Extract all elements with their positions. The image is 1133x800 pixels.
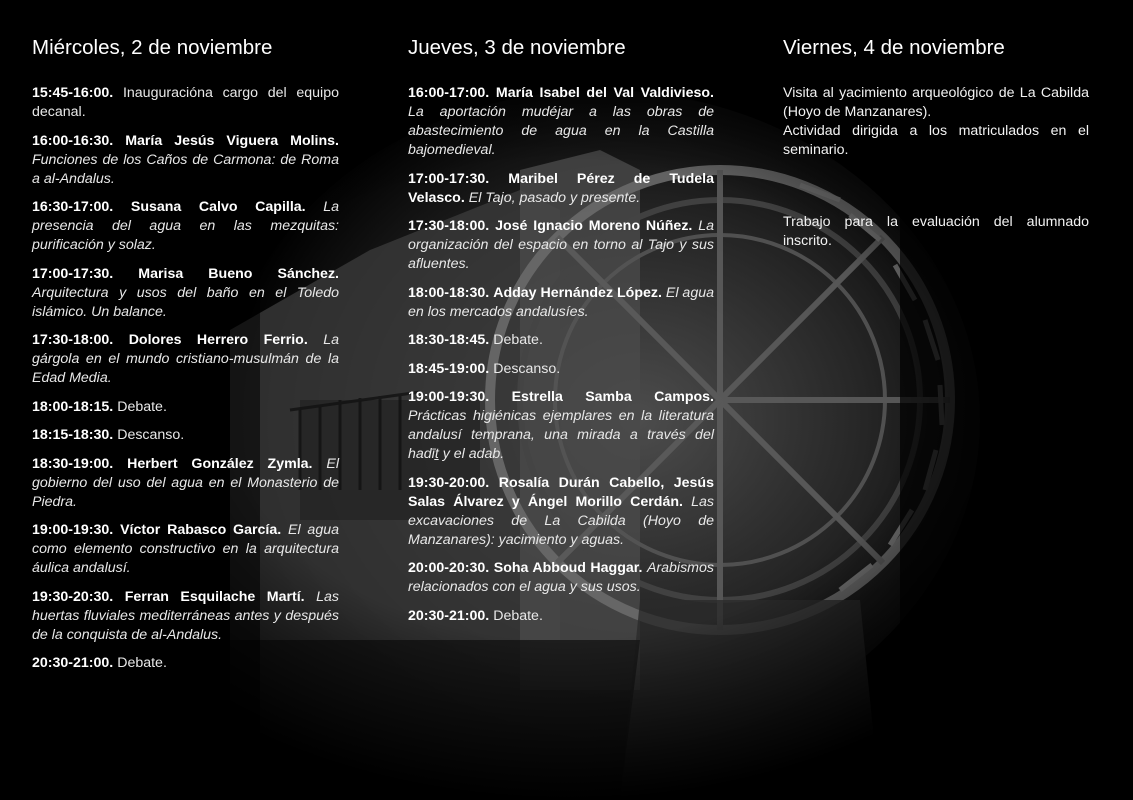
- schedule-entry: [408, 559, 714, 597]
- entry-time: 19:30-20:30.: [32, 588, 114, 605]
- schedule-entry: [408, 607, 714, 626]
- entry-title: La organización del espacio en torno al Tajo y sus afluentes.: [408, 218, 714, 272]
- entry-title: Las huertas fluviales mediterráneas antes y después de la conquista de al-Andalus.: [32, 588, 339, 643]
- entry-speaker: Ferran Esquilache Martí.: [124, 588, 305, 605]
- schedule-entry: [32, 455, 339, 512]
- entry-speaker: Víctor Rabasco García.: [120, 522, 282, 538]
- entry-speaker: María Jesús Viguera Molins.: [125, 132, 339, 149]
- schedule-entry: [32, 198, 339, 255]
- entry-title: El Tajo, pasado y presente.: [468, 189, 641, 206]
- entry-time: 16:00-17:00.: [408, 85, 490, 101]
- column-wednesday: [32, 36, 339, 683]
- entry-title: Arquitectura y usos del baño en el Toledo islámico. Un balance.: [32, 284, 339, 320]
- day-heading-thursday: Jueves, 3 de noviembre: [408, 36, 626, 59]
- schedule-entry: [32, 398, 339, 417]
- entry-title: Prácticas higiénicas ejemplares en la literatura andalusí temprana, una mirada a través del hadīṯ y el adab.: [408, 408, 714, 462]
- entry-note: Debate.: [117, 398, 167, 415]
- schedule-entry: [32, 331, 339, 388]
- column-thursday: [408, 36, 714, 635]
- entry-speaker: Maribel Pérez de Tudela Velasco.: [408, 170, 714, 206]
- entry-title: El gobierno del uso del agua en el Monasterio de Piedra.: [32, 455, 339, 510]
- day-heading-wednesday: Miércoles, 2 de noviembre: [32, 36, 273, 59]
- entry-note: Descanso.: [117, 427, 185, 443]
- entry-title: El agua como elemento constructivo en la arquitectura áulica andalusí.: [32, 522, 339, 576]
- entry-title: La presencia del agua en las mezquitas: purificación y solaz.: [32, 199, 339, 253]
- entry-time: 18:30-19:00.: [32, 455, 114, 472]
- entry-note: Debate.: [493, 332, 543, 348]
- entry-title: Funciones de los Caños de Carmona: de Roma a al-Andalus.: [32, 151, 339, 187]
- visit-audience-note: Actividad dirigida a los matriculados en el seminario.: [783, 123, 1089, 158]
- schedule-entry: [408, 360, 714, 379]
- schedule-entry: [32, 521, 339, 578]
- entry-title: Arabismos relacionados con el agua y sus usos.: [408, 560, 714, 595]
- entry-title: Las excavaciones de La Cabilda (Hoyo de Manzanares): yacimiento y aguas.: [408, 493, 714, 548]
- schedule-entry: [408, 84, 714, 160]
- entry-speaker: Estrella Samba Campos.: [511, 389, 714, 405]
- entry-note: Descanso.: [493, 360, 561, 377]
- entry-time: 15:45-16:00.: [32, 85, 114, 101]
- entry-time: 19:00-19:30.: [32, 522, 114, 538]
- entry-note: Debate.: [117, 655, 167, 671]
- entry-time: 19:30-20:00.: [408, 474, 490, 491]
- entry-speaker: Rosalía Durán Cabello, Jesús Salas Álvarez y Ángel Morillo Cerdán.: [408, 474, 714, 510]
- schedule-entry: [32, 426, 339, 445]
- schedule-entry: [408, 331, 714, 350]
- entry-note: Inauguracióna cargo del equipo decanal.: [32, 85, 339, 120]
- entry-note: Debate.: [493, 607, 543, 624]
- schedule-entry: [408, 284, 714, 322]
- schedule-entry: [32, 84, 339, 122]
- visit-description: Visita al yacimiento arqueológico de La Cabilda (Hoyo de Manzanares).: [783, 85, 1089, 120]
- entry-speaker: María Isabel del Val Valdivieso.: [495, 85, 714, 101]
- entry-speaker: Herbert González Zymla.: [127, 455, 313, 472]
- entry-time: 17:30-18:00.: [408, 218, 490, 234]
- day-heading-friday: Viernes, 4 de noviembre: [783, 36, 1005, 59]
- entry-speaker: Soha Abboud Haggar.: [493, 560, 643, 576]
- schedule-entry: [408, 474, 714, 550]
- schedule-list-thursday: [408, 84, 714, 626]
- entry-time: 17:30-18:00.: [32, 332, 114, 348]
- schedule-entry: [32, 132, 339, 189]
- entry-time: 20:00-20:30.: [408, 560, 490, 576]
- entry-title: La aportación mudéjar a las obras de abastecimiento de agua en la Castilla bajomedieval.: [408, 104, 714, 158]
- entry-speaker: Marisa Bueno Sánchez.: [138, 265, 339, 282]
- schedule-entry: [408, 217, 714, 274]
- column-friday: [783, 36, 1089, 251]
- entry-speaker: Susana Calvo Capilla.: [130, 199, 306, 215]
- entry-time: 17:00-17:30.: [32, 265, 114, 282]
- entry-time: 16:00-16:30.: [32, 132, 114, 149]
- entry-time: 20:30-21:00.: [32, 655, 114, 671]
- entry-time: 16:30-17:00.: [32, 199, 114, 215]
- entry-time: 18:15-18:30.: [32, 427, 114, 443]
- entry-time: 19:00-19:30.: [408, 389, 490, 405]
- schedule-entry: [32, 588, 339, 645]
- schedule-entry: [408, 388, 714, 464]
- entry-title: El agua en los mercados andalusíes.: [408, 284, 714, 320]
- schedule-list-wednesday: [32, 84, 339, 673]
- entry-speaker: José Ignacio Moreno Núñez.: [495, 218, 693, 234]
- schedule-entry: [32, 654, 339, 673]
- entry-title: La gárgola en el mundo cristiano-musulmán de la Edad Media.: [32, 332, 339, 386]
- assignment-note: Trabajo para la evaluación del alumnado inscrito.: [783, 214, 1089, 249]
- spacer: [783, 160, 1089, 213]
- entry-time: 17:00-17:30.: [408, 170, 490, 187]
- entry-time: 18:00-18:30.: [408, 284, 490, 301]
- entry-time: 18:45-19:00.: [408, 360, 490, 377]
- schedule-entry: [32, 265, 339, 322]
- entry-time: 18:00-18:15.: [32, 398, 114, 415]
- entry-time: 18:30-18:45.: [408, 332, 490, 348]
- entry-time: 20:30-21:00.: [408, 607, 490, 624]
- entry-speaker: Dolores Herrero Ferrio.: [128, 332, 308, 348]
- schedule-entry: [408, 170, 714, 208]
- entry-speaker: Adday Hernández López.: [493, 284, 662, 301]
